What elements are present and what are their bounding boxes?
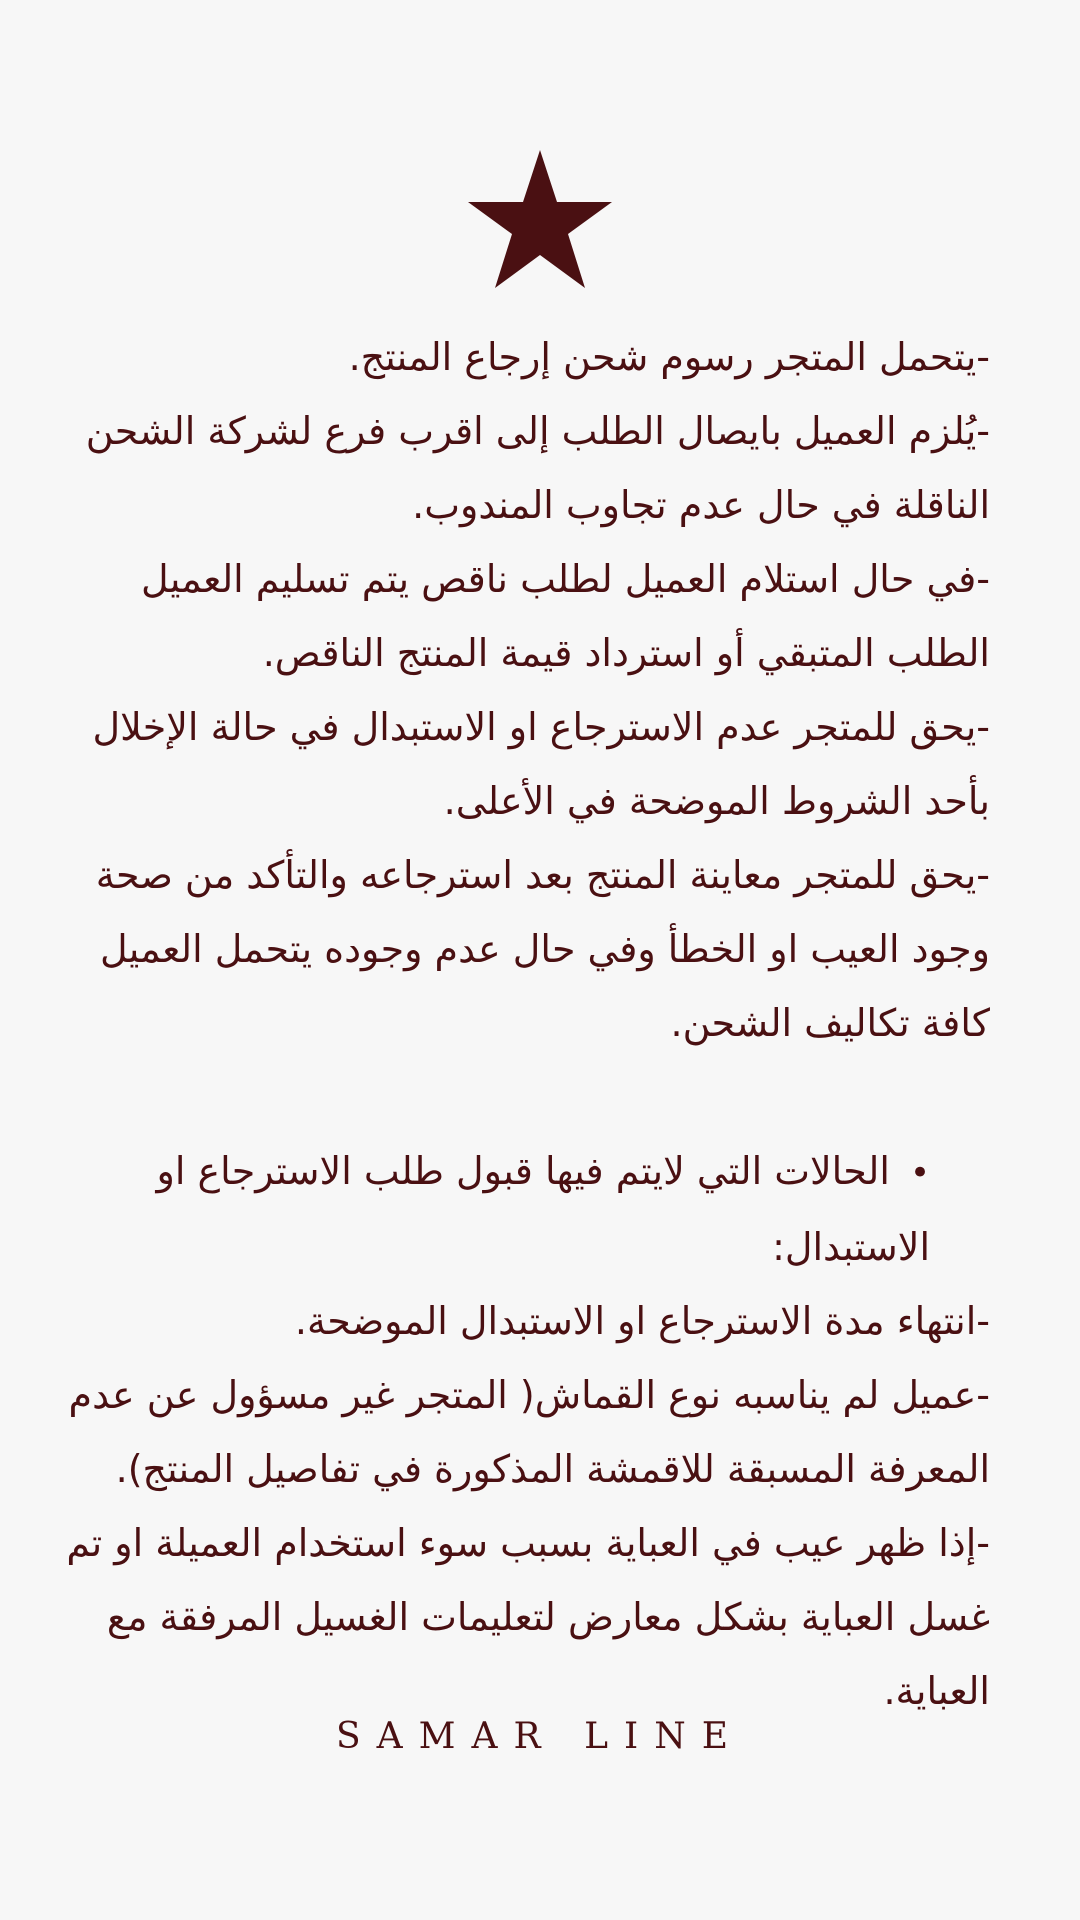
star-icon [468,150,612,290]
condition-item-2: -عميل لم يناسبه نوع القماش( المتجر غير مسؤول عن عدم المعرفة المسبقة للاقمشة المذكورة في تفاصيل المنتج). [68,1373,990,1491]
policy-paragraph-3: -في حال استلام العميل لطلب ناقص يتم تسليم العميل الطلب المتبقي أو استرداد قيمة المنتج الناقص. [141,557,990,675]
policy-paragraph-4: -يحق للمتجر عدم الاسترجاع او الاستبدال في حالة الإخلال بأحد الشروط الموضحة في الأعلى. [92,705,990,823]
condition-item-3: -إذا ظهر عيب في العباية بسبب سوء استخدام العميلة او تم غسل العباية بشكل معارض لتعليمات الغسيل المرفقة مع العباية. [66,1521,990,1713]
non-return-cases-heading [60,1134,990,1284]
brand-name: SAMAR LINE [336,1716,744,1757]
bullet-marker: • [909,1153,930,1193]
policy-paragraph-5: -يحق للمتجر معاينة المنتج بعد استرجاعه والتأكد من صحة وجود العيب او الخطأ وفي حال عدم وجوده يتحمل العميل كافة تكاليف الشحن. [95,853,990,1045]
section-spacer [60,1060,990,1134]
return-policy-text [60,320,990,1728]
bullet-heading-text: الحالات التي لايتم فيها قبول طلب الاسترجاع او الاستبدال: [156,1149,930,1269]
policy-paragraph-2: -يُلزم العميل بايصال الطلب إلى اقرب فرع لشركة الشحن الناقلة في حال عدم تجاوب المندوب. [85,409,990,527]
policy-paragraph-1: -يتحمل المتجر رسوم شحن إرجاع المنتج. [348,335,990,379]
condition-item-1: -انتهاء مدة الاسترجاع او الاستبدال الموضحة. [294,1299,990,1343]
